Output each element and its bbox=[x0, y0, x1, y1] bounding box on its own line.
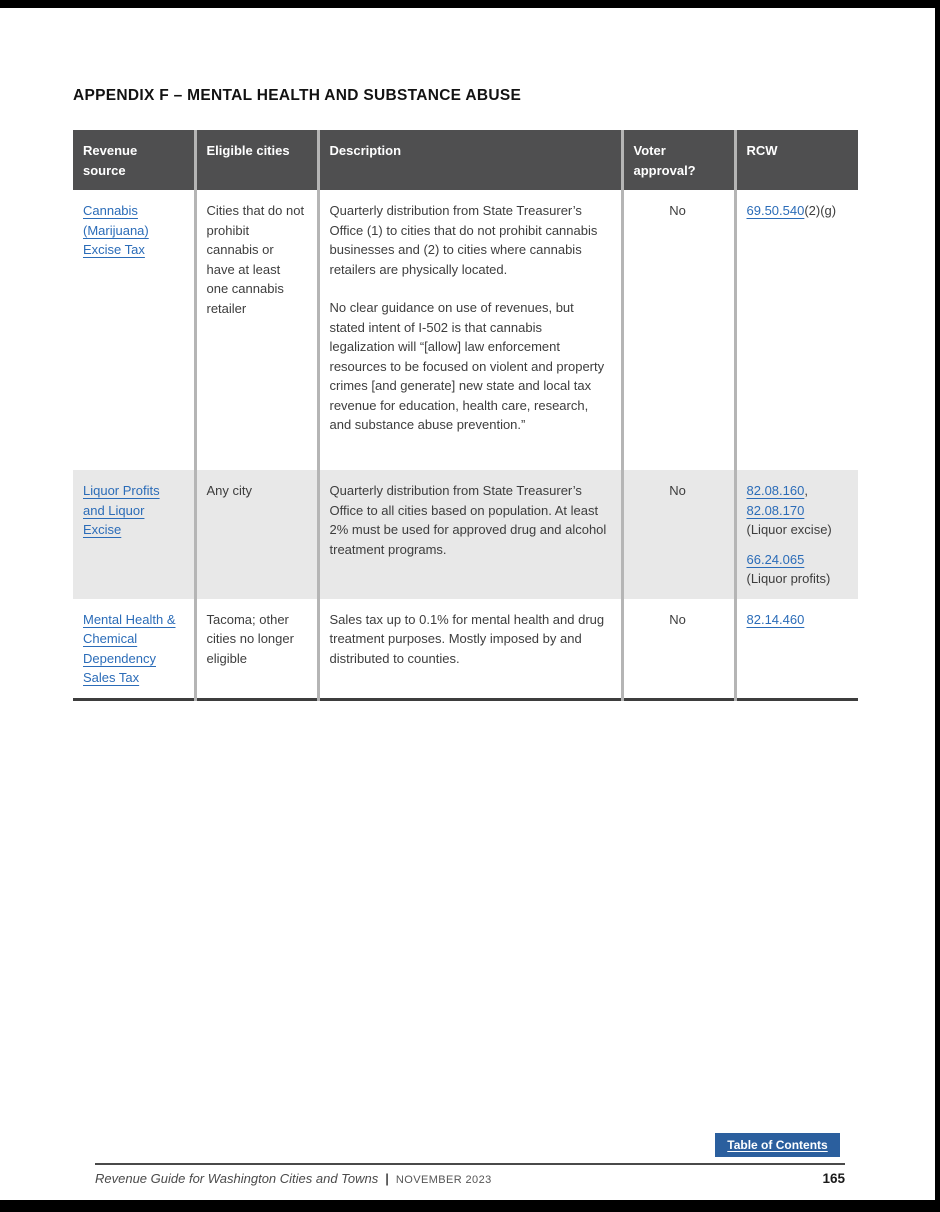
footer-separator: | bbox=[385, 1171, 389, 1186]
cell-eligible-cities bbox=[195, 470, 318, 599]
rcw-note-liquor-profits: (Liquor profits) bbox=[746, 571, 831, 586]
cell-voter-approval bbox=[622, 470, 735, 599]
header-description: Description bbox=[318, 130, 622, 190]
header-voter-approval: Voter approval? bbox=[622, 130, 735, 190]
cell-voter-approval bbox=[622, 190, 735, 470]
cell-revenue-source bbox=[73, 599, 195, 700]
voter-approval-text: No bbox=[669, 483, 686, 498]
table-header-row bbox=[73, 130, 858, 190]
rcw-link-82-14-460[interactable]: 82.14.460 bbox=[746, 611, 805, 627]
page-number: 165 bbox=[822, 1171, 845, 1186]
cell-eligible-cities bbox=[195, 599, 318, 700]
header-revenue-source: Revenue source bbox=[73, 130, 195, 190]
description-paragraph: No clear guidance on use of revenues, but stated intent of I-502 is that cannabis legalization will “[allow] law enforcement resources to be focused on violent and property crimes [and generate] new state and local tax revenue for education, health care, research, and substance abuse prevention.” bbox=[329, 300, 605, 432]
rcw-note-liquor-excise: (Liquor excise) bbox=[746, 522, 832, 537]
description-paragraph: Quarterly distribution from State Treasurer’s Office to all cities based on population. At least 2% must be used for approved drug and alcohol treatment programs. bbox=[329, 483, 607, 557]
footer-divider bbox=[95, 1163, 845, 1165]
rcw-link-82-08-160[interactable]: 82.08.160 bbox=[746, 483, 805, 498]
table-row-liquor bbox=[73, 470, 858, 599]
cell-voter-approval bbox=[622, 599, 735, 700]
cell-description bbox=[318, 190, 622, 470]
table-row-cannabis bbox=[73, 190, 858, 470]
eligible-cities-text: Tacoma; other cities no longer eligible bbox=[206, 611, 294, 666]
footer-book-title: Revenue Guide for Washington Cities and Towns bbox=[95, 1171, 379, 1186]
footer-issue-date: NOVEMBER 2023 bbox=[395, 1174, 492, 1186]
cell-revenue-source bbox=[73, 190, 195, 470]
header-eligible-cities: Eligible cities bbox=[195, 130, 318, 190]
rcw-spacer bbox=[747, 540, 847, 550]
eligible-cities-text: Cities that do not prohibit cannabis or have at least one cannabis retailer bbox=[206, 203, 305, 316]
cell-description bbox=[318, 470, 622, 599]
voter-approval-text: No bbox=[669, 611, 686, 627]
scan-border-right bbox=[935, 0, 940, 1212]
rcw-suffix: (2)(g) bbox=[804, 203, 837, 218]
table-row-mental-health bbox=[73, 599, 858, 700]
scan-border-bottom bbox=[0, 1200, 940, 1212]
page-title: APPENDIX F – MENTAL HEALTH AND SUBSTANCE ABUSE bbox=[73, 87, 522, 104]
rcw-link-82-08-170[interactable]: 82.08.170 bbox=[746, 502, 805, 518]
cell-rcw bbox=[735, 190, 858, 470]
eligible-cities-text: Any city bbox=[206, 483, 253, 498]
table-of-contents-button[interactable]: Table of Contents bbox=[715, 1133, 840, 1157]
rcw-link-69-50-540[interactable]: 69.50.540 bbox=[746, 203, 805, 218]
description-paragraph: Sales tax up to 0.1% for mental health and drug treatment purposes. Mostly imposed by and distributed to counties. bbox=[329, 611, 605, 666]
liquor-profits-excise-link[interactable]: Liquor Profits and Liquor Excise bbox=[83, 483, 160, 537]
cell-eligible-cities bbox=[195, 190, 318, 470]
page-footer bbox=[95, 1171, 845, 1186]
description-paragraph: Quarterly distribution from State Treasurer’s Office (1) to cities that do not prohibit cannabis businesses and (2) to cities where cannabis retailers are physically located. bbox=[329, 203, 598, 277]
rcw-comma: , bbox=[804, 483, 808, 498]
revenue-table bbox=[73, 130, 858, 701]
cell-rcw bbox=[735, 599, 858, 700]
header-rcw: RCW bbox=[735, 130, 858, 190]
rcw-link-66-24-065[interactable]: 66.24.065 bbox=[746, 551, 805, 567]
mental-health-sales-tax-link[interactable]: Mental Health & Chemical Dependency Sales Tax bbox=[83, 611, 176, 685]
voter-approval-text: No bbox=[669, 203, 686, 218]
cell-rcw bbox=[735, 470, 858, 599]
scan-border-top bbox=[0, 0, 940, 8]
cell-revenue-source bbox=[73, 470, 195, 599]
cannabis-excise-tax-link[interactable]: Cannabis (Marijuana) Excise Tax bbox=[83, 203, 149, 257]
cell-description bbox=[318, 599, 622, 700]
